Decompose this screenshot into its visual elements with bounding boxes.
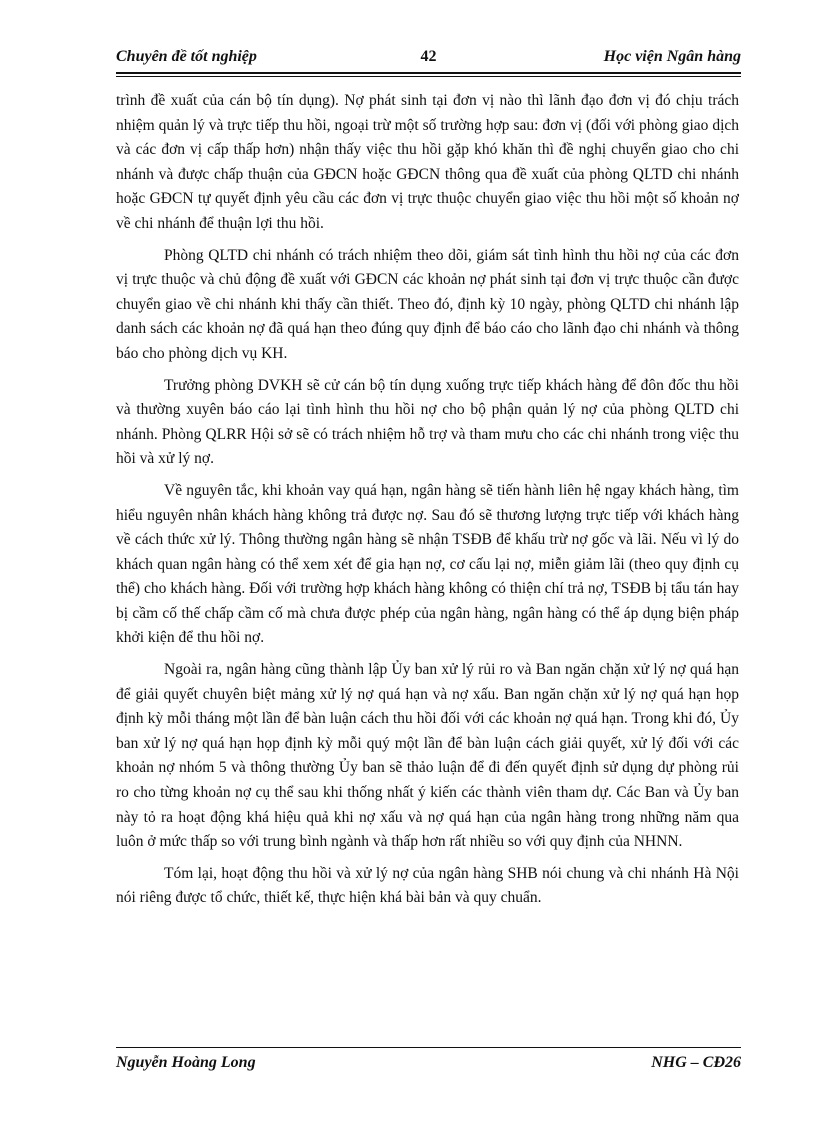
paragraph: Phòng QLTD chi nhánh có trách nhiệm theo dõi, giám sát tình hình thu hồi nợ của các đơn vị trực thuộc và chủ động đề xuất với GĐCN các khoản nợ phát sinh tại đơn vị trực thuộc cần được chuyển giao về chi nhánh khi thấy cần thiết. Theo đó, định kỳ 10 ngày, phòng QLTD chi nhánh lập danh sách các khoản nợ đã quá hạn theo đúng quy định để báo cáo cho lãnh đạo chi nhánh và thông báo cho phòng dịch vụ KH. bbox=[116, 246, 739, 362]
footer-code: NHG – CĐ26 bbox=[651, 1054, 741, 1071]
paragraph: Ngoài ra, ngân hàng cũng thành lập Ủy ban xử lý rủi ro và Ban ngăn chặn xử lý nợ quá hạn để giải quyết chuyên biệt mảng xử lý nợ quá hạn và nợ xấu. Ban ngăn chặn xử lý nợ quá hạn họp định kỳ mỗi tháng một lần để bàn luận cách thu hồi đối với các khoản nợ quá hạn. Trong khi đó, Ủy ban xử lý nợ quá hạn họp định kỳ mỗi quý một lần để bàn luận cách giải quyết, xử lý đối với các khoản nợ nhóm 5 và thông thường Ủy ban sẽ thảo luận để đi đến quyết định sử dụng dự phòng rủi ro cho từng khoản nợ cụ thể sau khi thống nhất ý kiến các thành viên tham dự. Các Ban và Ủy ban này tỏ ra hoạt động khá hiệu quả khi nợ xấu và nợ quá hạn của ngân hàng trong những năm qua luôn ở mức thấp so với trung bình ngành và thấp hơn rất nhiều so với quy định của NHNN. bbox=[116, 661, 739, 851]
paragraph: trình đề xuất của cán bộ tín dụng). Nợ phát sinh tại đơn vị nào thì lãnh đạo đơn vị đó chịu trách nhiệm quản lý và trực tiếp thu hồi, ngoại trừ một số trường hợp sau: đơn vị (đối với phòng giao dịch và các đơn vị cấp thấp hơn) nhận thấy việc thu hồi gặp khó khăn thì đề nghị chuyển giao cho chi nhánh và được chấp thuận của GĐCN hoặc GĐCN thông qua đề xuất của phòng QLTD chi nhánh hoặc GĐCN tự quyết định yêu cầu các đơn vị trực thuộc chuyển giao việc thu hồi một số khoản nợ về chi nhánh để thuận lợi thu hồi. bbox=[116, 92, 739, 232]
footer-author: Nguyễn Hoàng Long bbox=[116, 1054, 256, 1071]
header-rule bbox=[116, 72, 741, 77]
paragraph: Về nguyên tắc, khi khoản vay quá hạn, ngân hàng sẽ tiến hành liên hệ ngay khách hàng, tìm hiểu nguyên nhân khách hàng không trả được nợ. Sau đó sẽ thương lượng trực tiếp với khách hàng về cách thức xử lý. Thông thường ngân hàng sẽ nhận TSĐB để khấu trừ nợ gốc và lãi. Nếu vì lý do khách quan ngân hàng có thể xem xét để gia hạn nợ, cơ cấu lại nợ, miễn giảm lãi (theo quy định cụ thể) cho khách hàng. Đối với trường hợp khách hàng không có thiện chí trả nợ, TSĐB bị tẩu tán hay bị cầm cố thế chấp cầm cố mà chưa được phép của ngân hàng, ngân hàng có thể áp dụng biện pháp khởi kiện để thu hồi nợ. bbox=[116, 481, 739, 647]
paragraph: Tóm lại, hoạt động thu hồi và xử lý nợ của ngân hàng SHB nói chung và chi nhánh Hà Nội nói riêng được tổ chức, thiết kế, thực hiện khá bài bản và quy chuẩn. bbox=[116, 864, 739, 907]
paragraph: Trưởng phòng DVKH sẽ cử cán bộ tín dụng xuống trực tiếp khách hàng để đôn đốc thu hồi và thường xuyên báo cáo lại tình hình thu hồi nợ cho bộ phận quản lý nợ của phòng QLTD chi nhánh. Phòng QLRR Hội sở sẽ có trách nhiệm hỗ trợ và tham mưu cho các chi nhánh trong việc thu hồi và xử lý nợ. bbox=[116, 376, 739, 468]
header-document-type: Chuyên đề tốt nghiệp bbox=[116, 48, 257, 65]
page-number: 42 bbox=[420, 48, 437, 65]
page-header bbox=[116, 48, 741, 72]
page-footer bbox=[116, 1054, 741, 1078]
footer-rule bbox=[116, 1047, 741, 1048]
header-institution: Học viện Ngân hàng bbox=[603, 48, 741, 65]
document-body bbox=[116, 89, 739, 918]
